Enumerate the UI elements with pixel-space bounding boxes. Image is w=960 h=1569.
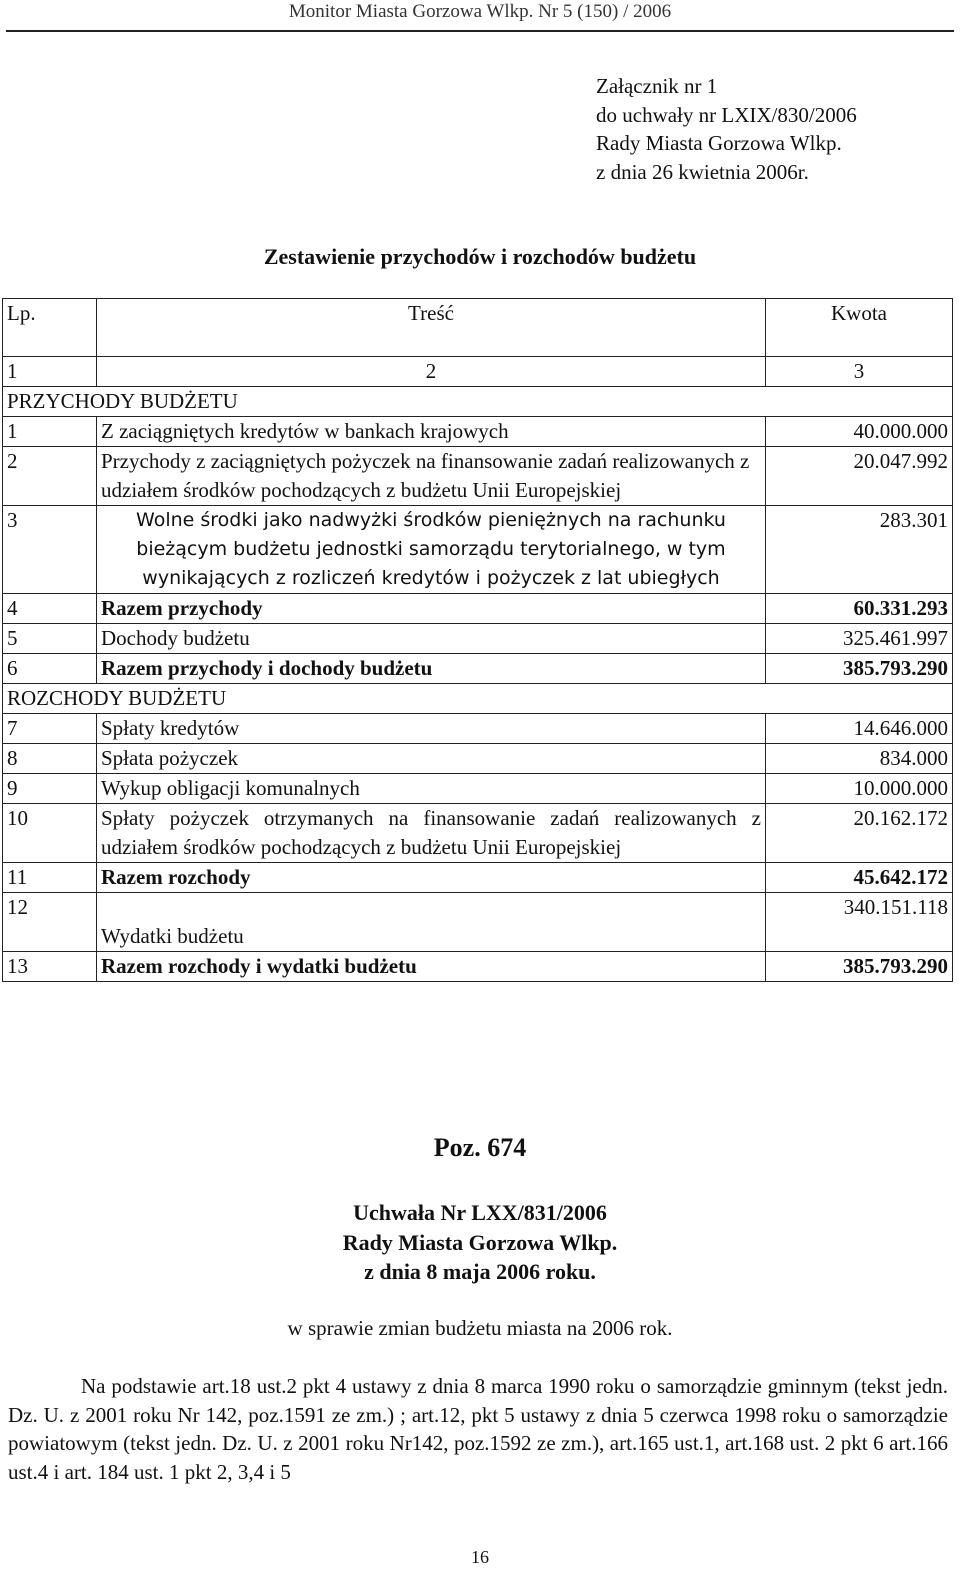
row-amount: 40.000.000 xyxy=(766,417,953,447)
table-header-row xyxy=(3,299,953,357)
table-row xyxy=(3,506,953,594)
row-lp: 10 xyxy=(3,804,97,863)
row-text: Spłata pożyczek xyxy=(97,744,766,774)
section-income-label: PRZYCHODY BUDŻETU xyxy=(3,387,953,417)
table-row xyxy=(3,714,953,744)
row-amount: 20.162.172 xyxy=(766,804,953,863)
position-number: Poz. 674 xyxy=(433,1133,527,1162)
annex-line-4: z dnia 26 kwietnia 2006r. xyxy=(596,159,809,184)
table-row xyxy=(3,893,953,952)
section-row-income xyxy=(3,387,953,417)
body-paragraph: Na podstawie art.18 ust.2 pkt 4 ustawy z dnia 8 marca 1990 roku o samorządzie gminnym (tekst jedn. Dz. U. z 2001 roku Nr 142, poz.1591 ze zm.) ; art.12, pkt 5 ustawy z dnia 5 czerwca 1998 roku o samorządzie powiatowym (tekst jedn. Dz. U. z 2001 roku Nr142, poz.1592 ze zm.), art.165 ust.1, art.168 ust. 2 pkt 6 art.166 ust.4 i art. 184 ust. 1 pkt 2, 3,4 i 5 xyxy=(8,1374,948,1484)
row-amount: 385.793.290 xyxy=(766,654,953,684)
row-text: Spłaty kredytów xyxy=(97,714,766,744)
row-amount: 60.331.293 xyxy=(766,594,953,624)
table-row xyxy=(3,804,953,863)
document-title: Zestawienie przychodów i rozchodów budżetu xyxy=(263,244,697,269)
row-amount: 834.000 xyxy=(766,744,953,774)
annex-line-3: Rady Miasta Gorzowa Wlkp. xyxy=(596,131,842,155)
header-rule xyxy=(6,30,954,32)
row-lp: 2 xyxy=(3,447,97,506)
table-number-row xyxy=(3,357,953,387)
table-row xyxy=(3,594,953,624)
row-lp: 5 xyxy=(3,624,97,654)
header-lp: Lp. xyxy=(3,299,97,357)
row-lp: 13 xyxy=(3,952,97,982)
annex-line-1: Załącznik nr 1 xyxy=(596,74,718,98)
page-number: 16 xyxy=(471,1547,489,1567)
budget-table xyxy=(2,298,953,982)
table-row xyxy=(3,863,953,893)
resolution-subject: w sprawie zmian budżetu miasta na 2006 rok. xyxy=(287,1316,673,1340)
row-amount: 10.000.000 xyxy=(766,774,953,804)
row-text: Razem rozchody i wydatki budżetu xyxy=(97,952,766,982)
row-text: Spłaty pożyczek otrzymanych na finansowanie zadań realizowanych z udziałem środków pochodzących z budżetu Unii Europejskiej xyxy=(97,804,766,863)
table-row xyxy=(3,744,953,774)
row-amount: 340.151.118 xyxy=(766,893,953,952)
row-text: Razem rozchody xyxy=(97,863,766,893)
row-text: Przychody z zaciągniętych pożyczek na finansowanie zadań realizowanych z udziałem środków pochodzących z budżetu Unii Europejskiej xyxy=(97,447,766,506)
header-content: Treść xyxy=(97,299,766,357)
resolution-line-3: z dnia 8 maja 2006 roku. xyxy=(364,1259,596,1284)
row-text: Wykup obligacji komunalnych xyxy=(97,774,766,804)
row-lp: 4 xyxy=(3,594,97,624)
running-header: Monitor Miasta Gorzowa Wlkp. Nr 5 (150) / 2006 xyxy=(288,1,672,22)
table-row xyxy=(3,952,953,982)
row-amount: 283.301 xyxy=(766,506,953,594)
row-amount: 20.047.992 xyxy=(766,447,953,506)
row-lp: 7 xyxy=(3,714,97,744)
row-amount: 45.642.172 xyxy=(766,863,953,893)
annex-reference xyxy=(596,72,857,186)
row-amount: 385.793.290 xyxy=(766,952,953,982)
table-row xyxy=(3,447,953,506)
row-text: Dochody budżetu xyxy=(97,624,766,654)
resolution-line-1: Uchwała Nr LXX/831/2006 xyxy=(353,1200,607,1225)
table-row xyxy=(3,774,953,804)
section-row-expense xyxy=(3,684,953,714)
table-row xyxy=(3,654,953,684)
resolution-heading xyxy=(0,1198,960,1287)
row-lp: 6 xyxy=(3,654,97,684)
row-amount: 14.646.000 xyxy=(766,714,953,744)
col-number-3: 3 xyxy=(766,357,953,387)
row-lp: 12 xyxy=(3,893,97,952)
row-lp: 11 xyxy=(3,863,97,893)
section-expense-label: ROZCHODY BUDŻETU xyxy=(3,684,953,714)
header-amount: Kwota xyxy=(766,299,953,357)
row-lp: 8 xyxy=(3,744,97,774)
row-text: Wydatki budżetu xyxy=(97,893,766,952)
col-number-1: 1 xyxy=(3,357,97,387)
resolution-line-2: Rady Miasta Gorzowa Wlkp. xyxy=(342,1229,618,1255)
annex-line-2: do uchwały nr LXIX/830/2006 xyxy=(596,102,857,127)
table-row xyxy=(3,624,953,654)
row-lp: 3 xyxy=(3,506,97,594)
row-text: Razem przychody i dochody budżetu xyxy=(97,654,766,684)
table-row xyxy=(3,417,953,447)
row-text: Z zaciągniętych kredytów w bankach krajowych xyxy=(97,417,766,447)
col-number-2: 2 xyxy=(97,357,766,387)
row-amount: 325.461.997 xyxy=(766,624,953,654)
row-lp: 1 xyxy=(3,417,97,447)
row-text: Wolne środki jako nadwyżki środków pieniężnych na rachunku bieżącym budżetu jednostki samorządu terytorialnego, w tym wynikających z rozliczeń kredytów i pożyczek z lat ubiegłych xyxy=(97,506,766,594)
row-lp: 9 xyxy=(3,774,97,804)
row-text: Razem przychody xyxy=(97,594,766,624)
